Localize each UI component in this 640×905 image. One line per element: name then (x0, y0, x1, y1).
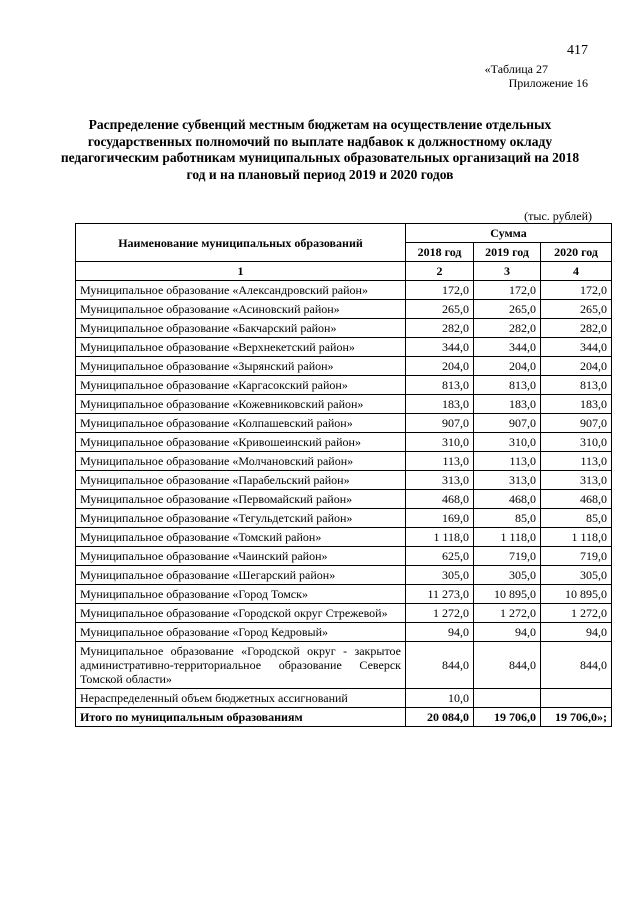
row-name: Муниципальное образование «Городской округ Стрежевой» (76, 604, 406, 623)
row-value-2018: 265,0 (406, 300, 474, 319)
row-value-2018: 11 273,0 (406, 585, 474, 604)
total-row (76, 708, 612, 727)
total-label: Итого по муниципальным образованиям (76, 708, 406, 727)
row-value-2019: 172,0 (474, 281, 541, 300)
row-name: Муниципальное образование «Первомайский район» (76, 490, 406, 509)
row-value-2018: 305,0 (406, 566, 474, 585)
row-value-2020: 844,0 (541, 642, 612, 689)
row-value-2019: 305,0 (474, 566, 541, 585)
row-name: Муниципальное образование «Тегульдетский район» (76, 509, 406, 528)
total-2020: 19 706,0»; (541, 708, 612, 727)
row-value-2018: 313,0 (406, 471, 474, 490)
row-name: Муниципальное образование «Кривошеинский район» (76, 433, 406, 452)
row-value-2019: 94,0 (474, 623, 541, 642)
row-name: Муниципальное образование «Шегарский район» (76, 566, 406, 585)
units-label: (тыс. рублей) (524, 209, 592, 223)
row-value-2018: 172,0 (406, 281, 474, 300)
row-name: Муниципальное образование «Верхнекетский район» (76, 338, 406, 357)
row-value-2020 (541, 689, 612, 708)
row-value-2019: 344,0 (474, 338, 541, 357)
row-value-2020: 204,0 (541, 357, 612, 376)
row-value-2019: 719,0 (474, 547, 541, 566)
row-value-2018: 813,0 (406, 376, 474, 395)
row-name: Муниципальное образование «Александровский район» (76, 281, 406, 300)
row-name: Муниципальное образование «Зырянский район» (76, 357, 406, 376)
row-value-2020: 305,0 (541, 566, 612, 585)
row-value-2019: 1 118,0 (474, 528, 541, 547)
row-value-2020: 468,0 (541, 490, 612, 509)
row-value-2019: 907,0 (474, 414, 541, 433)
table-row (76, 376, 612, 395)
row-value-2018: 1 118,0 (406, 528, 474, 547)
row-value-2018: 183,0 (406, 395, 474, 414)
row-value-2020: 313,0 (541, 471, 612, 490)
row-name: Муниципальное образование «Каргасокский район» (76, 376, 406, 395)
row-value-2019: 10 895,0 (474, 585, 541, 604)
row-name: Муниципальное образование «Город Кедровый» (76, 623, 406, 642)
row-value-2020: 1 118,0 (541, 528, 612, 547)
row-value-2020: 113,0 (541, 452, 612, 471)
table-row (76, 623, 612, 642)
row-value-2020: 813,0 (541, 376, 612, 395)
row-value-2018: 204,0 (406, 357, 474, 376)
row-value-2018: 169,0 (406, 509, 474, 528)
header-year-2018: 2018 год (406, 243, 474, 262)
row-value-2019: 265,0 (474, 300, 541, 319)
table-row (76, 490, 612, 509)
row-value-2018: 344,0 (406, 338, 474, 357)
header-year-2020: 2020 год (541, 243, 612, 262)
header-year-2019: 2019 год (474, 243, 541, 262)
row-value-2018: 94,0 (406, 623, 474, 642)
table-row (76, 585, 612, 604)
row-value-2019: 313,0 (474, 471, 541, 490)
row-value-2020: 310,0 (541, 433, 612, 452)
appendix-label: Приложение 16 (508, 76, 588, 90)
table-row (76, 604, 612, 623)
row-value-2019 (474, 689, 541, 708)
row-value-2020: 265,0 (541, 300, 612, 319)
row-value-2020: 282,0 (541, 319, 612, 338)
subsidy-table (75, 223, 612, 727)
row-name: Муниципальное образование «Томский район» (76, 528, 406, 547)
row-value-2018: 844,0 (406, 642, 474, 689)
row-name: Муниципальное образование «Бакчарский район» (76, 319, 406, 338)
row-value-2020: 94,0 (541, 623, 612, 642)
header-index-3: 3 (474, 262, 541, 281)
page-number: 417 (567, 43, 588, 58)
row-value-2018: 1 272,0 (406, 604, 474, 623)
row-value-2020: 1 272,0 (541, 604, 612, 623)
row-name: Нераспределенный объем бюджетных ассигнований (76, 689, 406, 708)
table-row (76, 509, 612, 528)
table-row (76, 452, 612, 471)
row-value-2018: 907,0 (406, 414, 474, 433)
header-index-2: 2 (406, 262, 474, 281)
row-value-2020: 172,0 (541, 281, 612, 300)
table-row (76, 319, 612, 338)
table-row (76, 689, 612, 708)
table-row (76, 528, 612, 547)
row-value-2019: 85,0 (474, 509, 541, 528)
row-name: Муниципальное образование «Парабельский район» (76, 471, 406, 490)
row-value-2020: 719,0 (541, 547, 612, 566)
table-row (76, 300, 612, 319)
row-value-2018: 282,0 (406, 319, 474, 338)
row-value-2019: 813,0 (474, 376, 541, 395)
table-row (76, 357, 612, 376)
row-name: Муниципальное образование «Кожевниковский район» (76, 395, 406, 414)
table-row (76, 547, 612, 566)
row-name: Муниципальное образование «Чаинский район» (76, 547, 406, 566)
table-body (76, 281, 612, 708)
total-2018: 20 084,0 (406, 708, 474, 727)
row-name: Муниципальное образование «Городской округ - закрытое административно-территориальное образование Северск Томской области» (76, 642, 406, 689)
table-row (76, 433, 612, 452)
table-row (76, 338, 612, 357)
row-value-2020: 907,0 (541, 414, 612, 433)
row-value-2018: 468,0 (406, 490, 474, 509)
table-row (76, 281, 612, 300)
row-value-2019: 183,0 (474, 395, 541, 414)
table-row (76, 642, 612, 689)
table-row (76, 566, 612, 585)
header-sum: Сумма (406, 224, 612, 243)
header-name-column: Наименование муниципальных образований (76, 224, 406, 262)
row-value-2019: 468,0 (474, 490, 541, 509)
table-row (76, 395, 612, 414)
row-name: Муниципальное образование «Асиновский район» (76, 300, 406, 319)
row-value-2019: 113,0 (474, 452, 541, 471)
row-name: Муниципальное образование «Город Томск» (76, 585, 406, 604)
row-value-2018: 625,0 (406, 547, 474, 566)
table-row (76, 471, 612, 490)
row-value-2019: 282,0 (474, 319, 541, 338)
row-value-2018: 10,0 (406, 689, 474, 708)
table-label: «Таблица 27 (484, 62, 548, 76)
row-value-2020: 344,0 (541, 338, 612, 357)
header-index-1: 1 (76, 262, 406, 281)
row-value-2018: 310,0 (406, 433, 474, 452)
row-name: Муниципальное образование «Колпашевский район» (76, 414, 406, 433)
header-index-4: 4 (541, 262, 612, 281)
row-value-2020: 183,0 (541, 395, 612, 414)
row-value-2018: 113,0 (406, 452, 474, 471)
row-value-2019: 1 272,0 (474, 604, 541, 623)
row-value-2019: 204,0 (474, 357, 541, 376)
row-name: Муниципальное образование «Молчановский район» (76, 452, 406, 471)
row-value-2019: 844,0 (474, 642, 541, 689)
row-value-2020: 85,0 (541, 509, 612, 528)
table-row (76, 414, 612, 433)
row-value-2020: 10 895,0 (541, 585, 612, 604)
total-2019: 19 706,0 (474, 708, 541, 727)
document-title: Распределение субвенций местным бюджетам на осуществление отдельных государственных полномочий по выплате надбавок к должностному окладу педагогическим работникам муниципальных образовательных организаций на 2018 год и на плановый период 2019 и 2020 годов (60, 117, 580, 182)
row-value-2019: 310,0 (474, 433, 541, 452)
